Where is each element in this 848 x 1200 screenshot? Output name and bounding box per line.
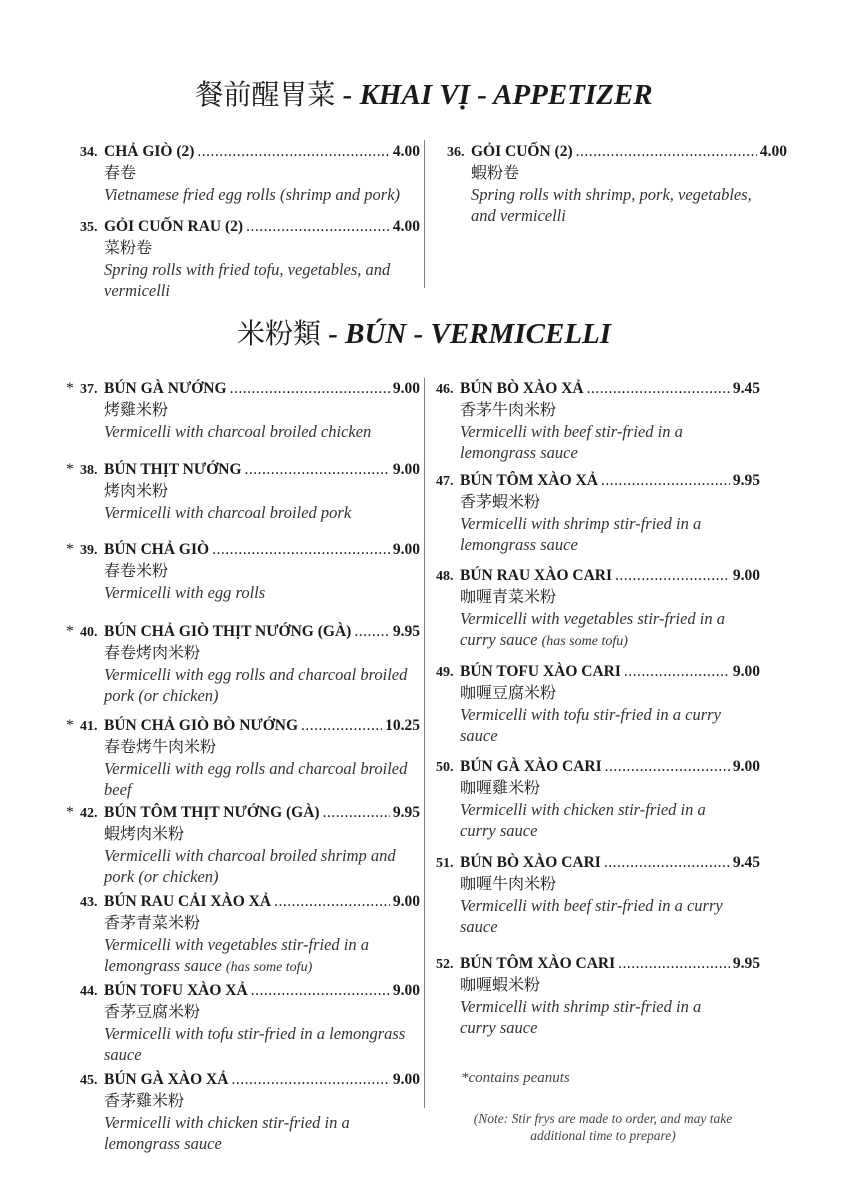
menu-item	[447, 142, 787, 226]
appetizer-heading	[0, 78, 848, 112]
appetizer-heading-zh: 餐前醒胃菜	[195, 78, 336, 111]
item-description	[104, 259, 404, 301]
item-price: 4.00	[759, 143, 787, 160]
menu-item	[80, 217, 420, 301]
item-description	[471, 184, 771, 226]
item-number: 47.	[436, 474, 454, 489]
menu-item-row	[66, 540, 420, 560]
item-description	[460, 608, 740, 652]
item-description-text: Vermicelli with vegetables stir-fried in a lemongrass sauce	[104, 935, 369, 975]
item-name: CHẢ GIÒ (2)	[104, 143, 195, 160]
item-chinese-name: 香茅蝦米粉	[460, 492, 541, 511]
item-number: 38.	[80, 463, 98, 478]
item-price: 9.95	[732, 472, 760, 489]
item-chinese-name: 咖喱牛肉米粉	[460, 874, 557, 893]
item-chinese-name: 咖喱雞米粉	[460, 778, 541, 797]
peanut-star: *	[66, 717, 74, 734]
menu-item-row	[436, 853, 760, 873]
menu-item	[436, 379, 760, 463]
menu-item	[66, 716, 420, 800]
item-description-text: Spring rolls with shrimp, pork, vegetables, and vermicelli	[471, 185, 752, 225]
item-name: BÚN TOFU XÀO XẢ	[104, 982, 248, 999]
item-price: 9.00	[392, 541, 420, 558]
item-number: 51.	[436, 856, 454, 871]
peanuts-note: *contains peanuts	[461, 1070, 570, 1086]
item-number: 45.	[80, 1073, 98, 1088]
item-description-text: Vermicelli with chicken stir-fried in a curry sauce	[460, 800, 706, 840]
dot-leader	[246, 217, 390, 236]
item-chinese-name: 香茅青菜米粉	[104, 913, 201, 932]
item-price: 9.95	[732, 955, 760, 972]
item-name: BÚN BÒ XÀO CARI	[460, 854, 601, 871]
menu-item	[66, 460, 420, 523]
item-chinese-name: 菜粉卷	[104, 238, 153, 257]
item-price: 9.00	[392, 461, 420, 478]
item-description	[104, 1023, 422, 1065]
item-description-text: Vermicelli with shrimp stir-fried in a curry sauce	[460, 997, 702, 1037]
item-number: 52.	[436, 957, 454, 972]
item-name: BÚN CHẢ GIÒ BÒ NƯỚNG	[104, 717, 299, 734]
dot-leader	[605, 757, 730, 776]
menu-item	[66, 622, 420, 706]
dot-leader	[274, 892, 390, 911]
item-number: 41.	[80, 719, 98, 734]
item-description	[460, 895, 740, 937]
menu-item	[436, 471, 760, 555]
item-description-text: Spring rolls with fried tofu, vegetables, and vermicelli	[104, 260, 391, 300]
dot-leader	[601, 471, 730, 490]
peanut-star: *	[66, 461, 74, 478]
item-name: BÚN TÔM THỊT NƯỚNG (GÀ)	[104, 804, 320, 821]
dot-leader	[576, 142, 757, 161]
item-description-text: Vermicelli with shrimp stir-fried in a lemongrass sauce	[460, 514, 702, 554]
item-chinese-name: 蝦烤肉米粉	[104, 824, 185, 843]
menu-item	[80, 1070, 420, 1154]
item-name: BÚN GÀ NƯỚNG	[104, 380, 227, 397]
item-chinese-name: 咖喱豆腐米粉	[460, 683, 557, 702]
item-price: 9.00	[732, 663, 760, 680]
item-price: 10.25	[385, 717, 420, 734]
menu-item	[436, 566, 760, 652]
menu-item	[66, 803, 420, 887]
menu-item-row	[80, 142, 420, 162]
item-price: 9.95	[392, 804, 420, 821]
item-chinese-name: 春卷烤肉米粉	[104, 643, 201, 662]
item-price: 9.00	[392, 893, 420, 910]
item-name: BÚN TÔM XÀO CARI	[460, 955, 616, 972]
item-price: 9.00	[732, 758, 760, 775]
item-description-note: (has some tofu)	[541, 634, 628, 649]
menu-item-row	[436, 471, 760, 491]
menu-item-row	[80, 892, 420, 912]
item-description	[104, 502, 422, 523]
menu-item	[436, 662, 760, 746]
dot-leader	[618, 954, 730, 973]
dot-leader	[604, 853, 730, 872]
item-description-text: Vermicelli with egg rolls	[104, 583, 266, 602]
item-name: BÚN CHẢ GIÒ THỊT NƯỚNG (GÀ)	[104, 623, 352, 640]
menu-item-row	[80, 981, 420, 1001]
menu-item	[66, 540, 420, 603]
item-description	[104, 421, 422, 442]
item-name: BÚN TOFU XÀO CARI	[460, 663, 621, 680]
dot-leader	[301, 716, 382, 735]
item-chinese-name: 咖喱青菜米粉	[460, 587, 557, 606]
item-description-text: Vermicelli with egg rolls and charcoal broiled pork (or chicken)	[104, 665, 408, 705]
dot-leader	[587, 379, 730, 398]
item-description	[104, 758, 422, 800]
item-description	[104, 582, 422, 603]
item-description-text: Vermicelli with beef stir-fried in a curry sauce	[460, 896, 723, 936]
peanut-star: *	[66, 623, 74, 640]
menu-item-row	[436, 566, 760, 586]
item-description	[104, 934, 422, 978]
item-price: 9.95	[392, 623, 420, 640]
item-description-text: Vermicelli with tofu stir-fried in a curry sauce	[460, 705, 721, 745]
item-chinese-name: 烤肉米粉	[104, 481, 169, 500]
item-number: 42.	[80, 806, 98, 821]
item-chinese-name: 春卷	[104, 163, 137, 182]
menu-item-row	[66, 622, 420, 642]
dot-leader	[245, 460, 390, 479]
item-chinese-name: 春卷米粉	[104, 561, 169, 580]
menu-item	[66, 379, 420, 442]
item-number: 36.	[447, 145, 465, 160]
menu-item-row	[66, 716, 420, 736]
item-description-text: Vermicelli with chicken stir-fried in a lemongrass sauce	[104, 1113, 350, 1153]
item-price: 9.00	[732, 567, 760, 584]
item-name: BÚN TÔM XÀO XẢ	[460, 472, 598, 489]
item-chinese-name: 香茅雞米粉	[104, 1091, 185, 1110]
item-description	[460, 996, 740, 1038]
menu-item-row	[80, 1070, 420, 1090]
item-description-text: Vermicelli with egg rolls and charcoal broiled beef	[104, 759, 408, 799]
item-description	[104, 184, 404, 205]
item-chinese-name: 香茅牛肉米粉	[460, 400, 557, 419]
item-number: 49.	[436, 665, 454, 680]
item-number: 39.	[80, 543, 98, 558]
item-description	[104, 1112, 422, 1154]
item-description-note: (has some tofu)	[225, 960, 313, 975]
vermicelli-heading	[0, 317, 848, 351]
item-description	[460, 704, 740, 746]
item-name: BÚN RAU CẢI XÀO XẢ	[104, 893, 272, 910]
item-number: 44.	[80, 984, 98, 999]
item-price: 9.00	[392, 1071, 420, 1088]
menu-item	[436, 757, 760, 841]
item-price: 9.45	[732, 854, 760, 871]
item-description-text: Vietnamese fried egg rolls (shrimp and pork)	[104, 185, 401, 204]
vermicelli-heading-zh: 米粉類	[236, 317, 321, 350]
item-description-text: Vermicelli with charcoal broiled pork	[104, 503, 352, 522]
dot-leader	[354, 622, 390, 641]
item-number: 34.	[80, 145, 98, 160]
item-name: BÚN GÀ XÀO XẢ	[104, 1071, 229, 1088]
item-number: 43.	[80, 895, 98, 910]
item-description-text: Vermicelli with vegetables stir-fried in a curry sauce	[460, 609, 725, 649]
menu-item-row	[66, 460, 420, 480]
menu-item	[80, 142, 420, 205]
item-number: 48.	[436, 569, 454, 584]
item-chinese-name: 香茅豆腐米粉	[104, 1002, 201, 1021]
item-name: GỎI CUỐN (2)	[471, 143, 573, 160]
item-chinese-name: 春卷烤牛肉米粉	[104, 737, 217, 756]
peanut-star: *	[66, 380, 74, 397]
dot-leader	[212, 540, 390, 559]
menu-item	[436, 853, 760, 937]
item-number: 50.	[436, 760, 454, 775]
vermicelli-divider	[424, 378, 425, 1108]
item-description	[104, 845, 422, 887]
item-price: 9.45	[732, 380, 760, 397]
item-description	[104, 664, 422, 706]
item-price: 9.00	[392, 380, 420, 397]
appetizer-divider	[424, 140, 425, 288]
peanut-star: *	[66, 804, 74, 821]
dot-leader	[231, 1070, 389, 1089]
dot-leader	[323, 803, 390, 822]
menu-item-row	[436, 662, 760, 682]
item-name: BÚN BÒ XÀO XẢ	[460, 380, 584, 397]
item-price: 4.00	[392, 218, 420, 235]
item-description-text: Vermicelli with charcoal broiled chicken	[104, 422, 372, 441]
menu-item-row	[66, 379, 420, 399]
dot-leader	[624, 662, 730, 681]
item-name: BÚN RAU XÀO CARI	[460, 567, 612, 584]
item-number: 46.	[436, 382, 454, 397]
dot-leader	[615, 566, 730, 585]
item-description	[460, 421, 740, 463]
item-description-text: Vermicelli with charcoal broiled shrimp and pork (or chicken)	[104, 846, 396, 886]
item-name: BÚN THỊT NƯỚNG	[104, 461, 242, 478]
appetizer-heading-vn: - KHAI VỊ - APPETIZER	[335, 79, 653, 111]
item-description	[460, 799, 740, 841]
item-name: GỎI CUỐN RAU (2)	[104, 218, 244, 235]
stir-fry-note: (Note: Stir frys are made to order, and may take additional time to prepare)	[473, 1111, 733, 1143]
menu-item-row	[436, 757, 760, 777]
vermicelli-heading-vn: - BÚN - VERMICELLI	[320, 318, 612, 350]
item-number: 40.	[80, 625, 98, 640]
item-price: 9.00	[392, 982, 420, 999]
item-chinese-name: 烤雞米粉	[104, 400, 169, 419]
dot-leader	[251, 981, 390, 1000]
item-description-text: Vermicelli with beef stir-fried in a lemongrass sauce	[460, 422, 683, 462]
item-chinese-name: 咖喱蝦米粉	[460, 975, 541, 994]
menu-item-row	[447, 142, 787, 162]
item-description	[460, 513, 740, 555]
dot-leader	[197, 142, 389, 161]
menu-item-row	[436, 954, 760, 974]
menu-item-row	[80, 217, 420, 237]
item-name: BÚN GÀ XÀO CARI	[460, 758, 602, 775]
dot-leader	[230, 379, 390, 398]
menu-item-row	[66, 803, 420, 823]
menu-item	[80, 981, 420, 1065]
item-price: 4.00	[392, 143, 420, 160]
item-number: 35.	[80, 220, 98, 235]
item-chinese-name: 蝦粉卷	[471, 163, 520, 182]
peanut-star: *	[66, 541, 74, 558]
item-name: BÚN CHẢ GIÒ	[104, 541, 210, 558]
menu-item	[436, 954, 760, 1038]
item-number: 37.	[80, 382, 98, 397]
item-description-text: Vermicelli with tofu stir-fried in a lemongrass sauce	[104, 1024, 406, 1064]
menu-item	[80, 892, 420, 978]
menu-item-row	[436, 379, 760, 399]
